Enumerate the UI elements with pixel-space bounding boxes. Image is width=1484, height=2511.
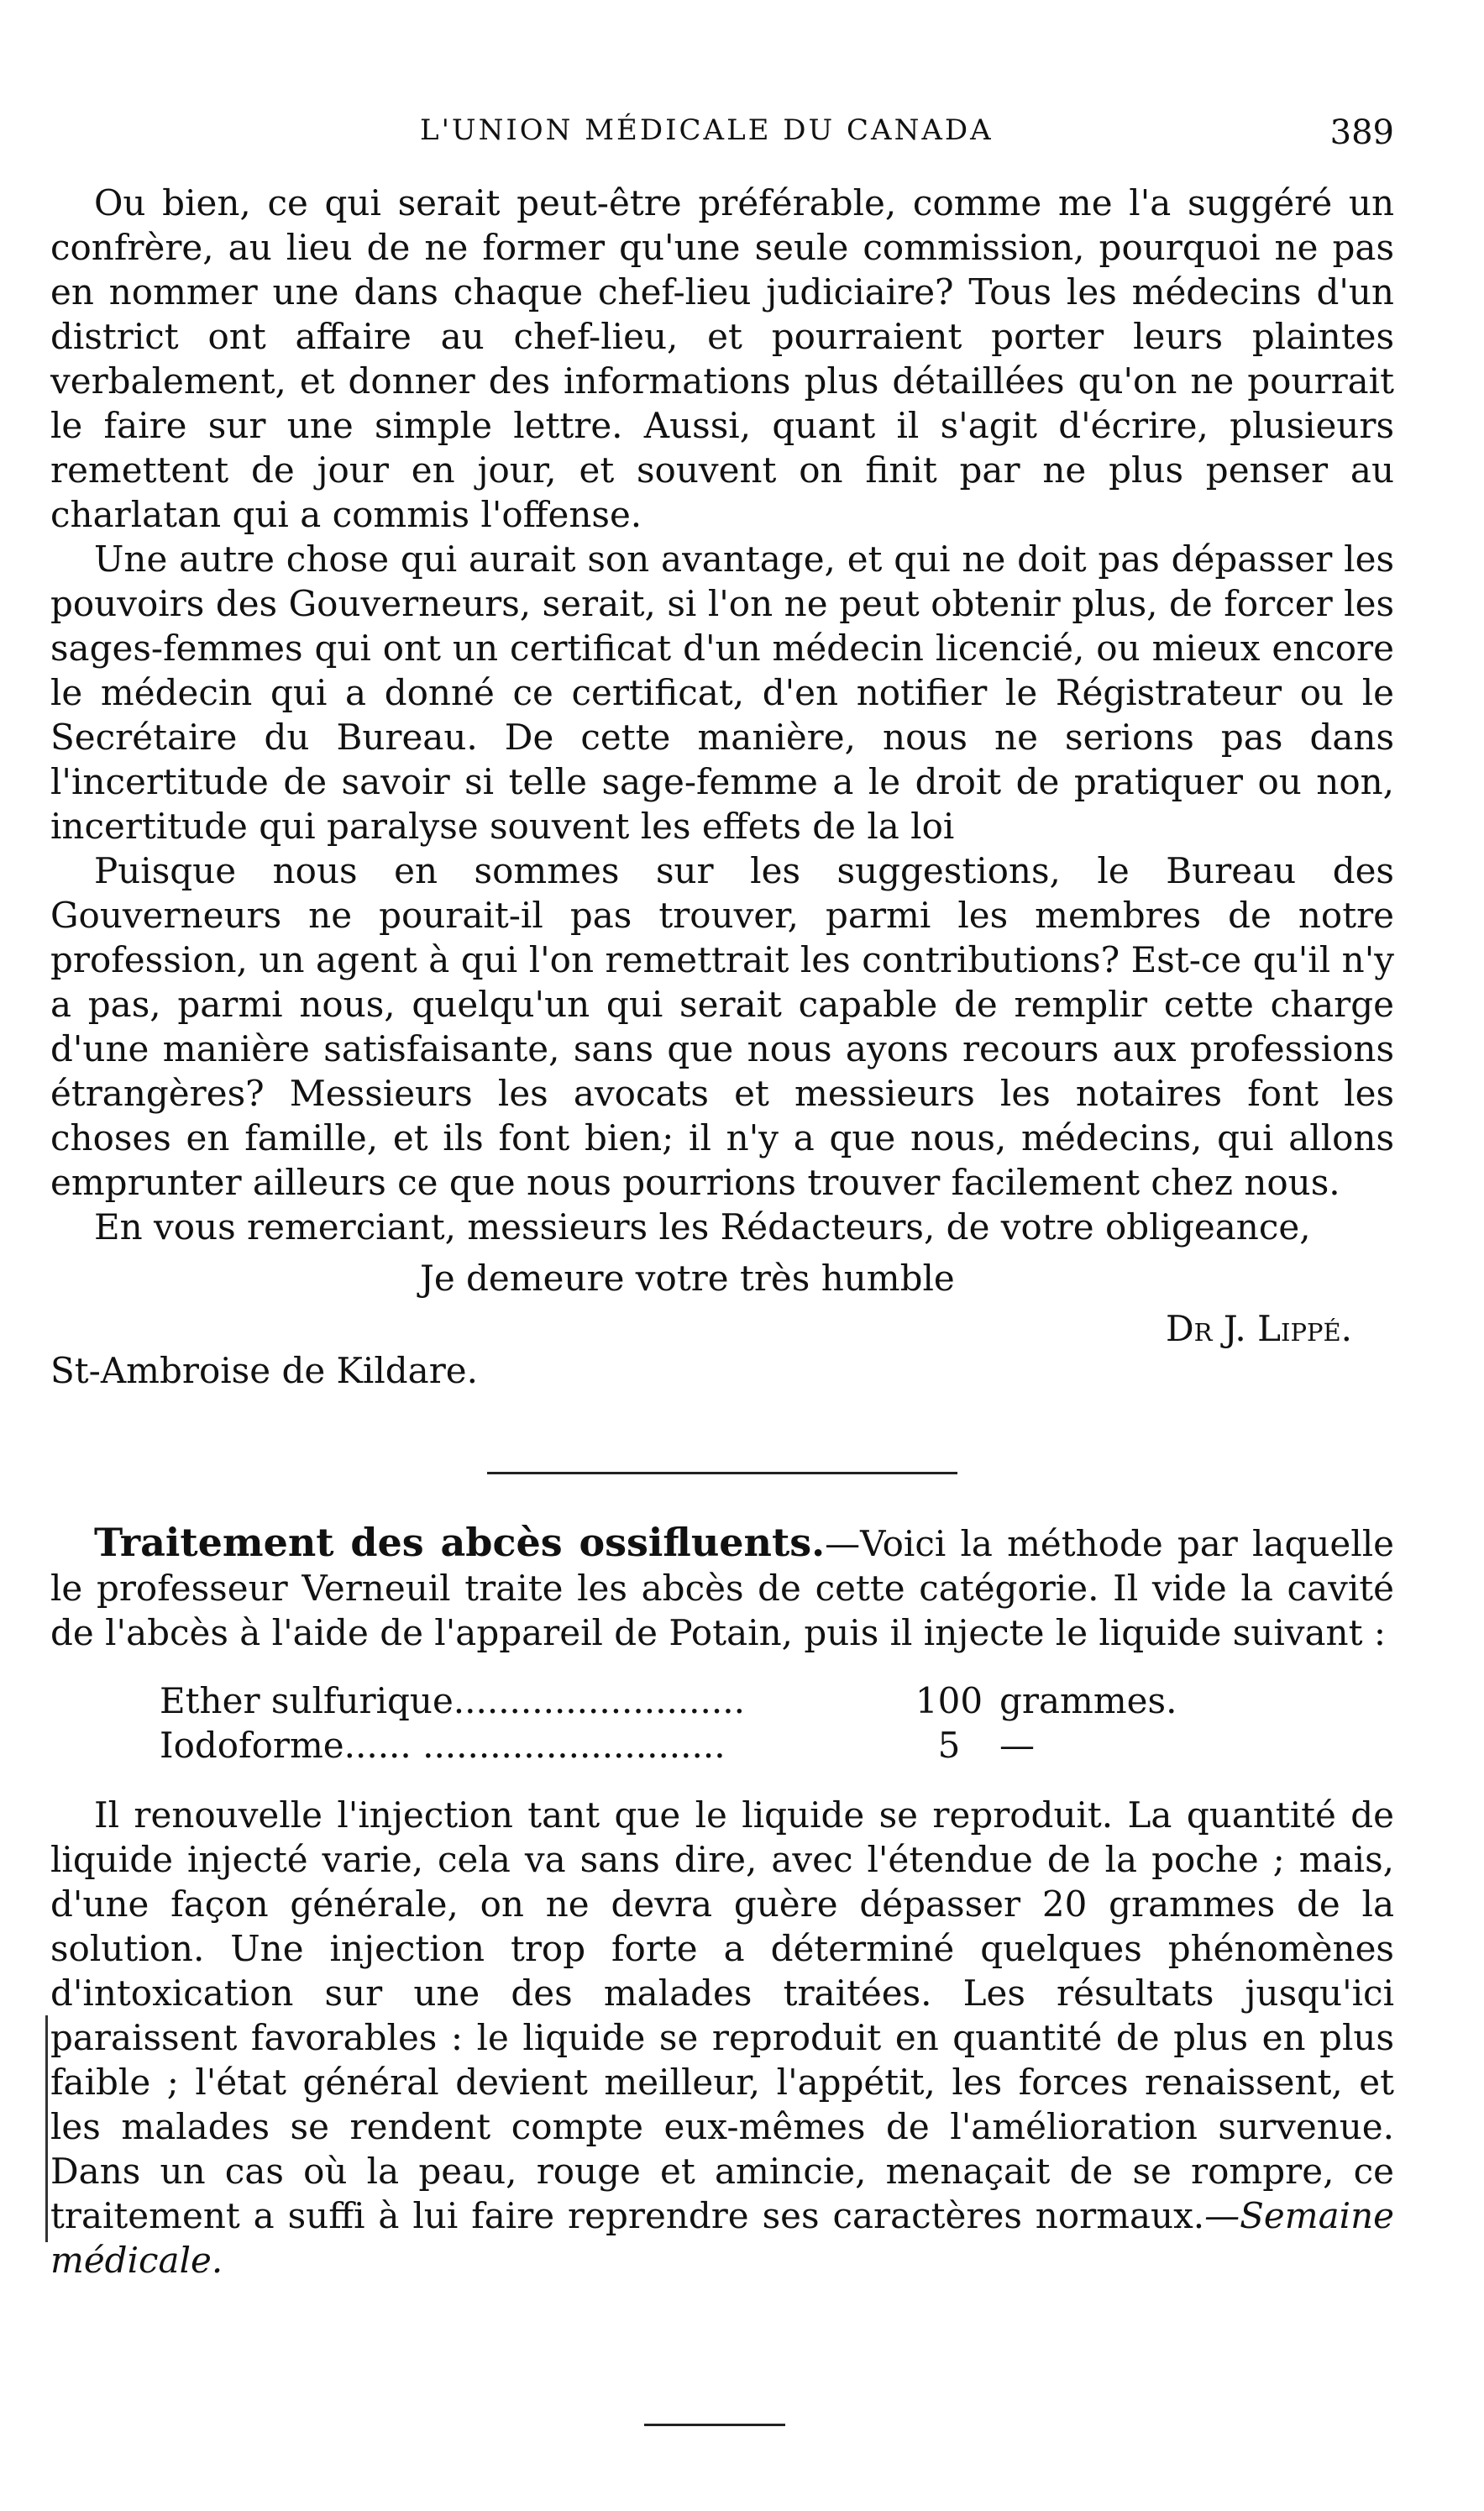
article-intro: —Voici la méthode par laquelle le professeur Verneuil traite les abcès de cette catégorie. Il vide la cavité de l'abcès à l'aide de l'appareil de Potain, puis il injecte le liquide suivant :: [50, 1523, 1394, 1653]
running-header: [50, 113, 1394, 155]
running-title: L'UNION MÉDICALE DU CANADA: [420, 113, 994, 147]
article-body-paragraph: [50, 1793, 1394, 2282]
section-divider: [487, 1472, 957, 1474]
article-title: Traitement des abcès ossifluents.: [94, 1520, 826, 1565]
article-body-wrap: [50, 1793, 1394, 2282]
end-rule: [644, 2424, 785, 2426]
salutation: Je demeure votre très humble: [420, 1258, 955, 1299]
recipe-quantity: 5: [937, 1725, 961, 1766]
letter-paragraph: Ou bien, ce qui serait peut-être préférable, comme me l'a suggéré un confrère, au lieu de ne former qu'une seule commission, pourquoi ne pas en nommer une dans chaque chef-lieu judiciaire? Tous les médecins d'un district ont affaire au chef-lieu, et pourraient porter leurs plaintes verbalement, et donner des informations plus détaillées qu'on ne pourrait le faire sur une simple lettre. Aussi, quant il s'agit d'écrire, plusieurs remettent de jour en jour, et souvent on finit par ne plus penser au charlatan qui a commis l'offense.: [50, 182, 1394, 535]
recipe-row: [160, 1678, 1394, 1723]
recipe-row: [160, 1723, 1394, 1768]
article-body: Il renouvelle l'injection tant que le liquide se reproduit. La quantité de liquide injecté varie, cela va sans dire, avec l'étendue de la poche ; mais, d'une façon générale, on ne devra guère dépasser 20 grammes de la solution. Une injection trop forte a déterminé quelques phénomènes d'intoxication sur une des malades traitées. Les résultats jusqu'ici paraissent favorables : le liquide se reproduit en quantité de plus en plus faible ; l'état général devient meilleur, l'appétit, les forces renaissent, et les malades se rendent compte eux-mêmes de l'amélioration survenue. Dans un cas où la peau, rouge et amincie, menaçait de se rompre, ce traitement a suffi à lui faire reprendre ses caractères normaux.: [50, 1794, 1394, 2236]
recipe-ingredient: Ether sulfurique..........................: [160, 1680, 745, 1721]
article-intro-paragraph: [50, 1521, 1394, 1655]
letter-author: Dr J. Lippé.: [1165, 1308, 1352, 1349]
recipe-quantity: 100: [915, 1680, 983, 1721]
letter-paragraph: En vous remerciant, messieurs les Rédacteurs, de votre obligeance,: [94, 1206, 1311, 1248]
margin-bar: [45, 2015, 48, 2242]
article: [50, 1521, 1394, 2282]
recipe-ingredient: Iodoforme...... ...........................: [160, 1725, 726, 1766]
recipe-unit: —: [999, 1725, 1035, 1766]
letter-paragraph: Une autre chose qui aurait son avantage, et qui ne doit pas dépasser les pouvoirs des Gouverneurs, serait, si l'on ne peut obtenir plus, de forcer les sages-femmes qui ont un certificat d'un médecin licencié, ou mieux encore le médecin qui a donné ce certificat, d'en notifier le Régistrateur ou le Secrétaire du Bureau. De cette manière, nous ne serions pas dans l'incertitude de savoir si telle sage-femme a le droit de pratiquer ou non, incertitude qui paralyse souvent les effets de la loi: [50, 538, 1394, 847]
page-body: [50, 181, 1394, 2282]
letter-closing: [50, 1249, 1394, 1409]
page-number: 389: [1329, 113, 1394, 152]
letter-paragraph: Puisque nous en sommes sur les suggestions, le Bureau des Gouverneurs ne pourait-il pas trouver, parmi les membres de notre profession, un agent à qui l'on remettrait les contributions? Est-ce qu'il n'y a pas, parmi nous, quelqu'un qui serait capable de remplir cette charge d'une manière satisfaisante, sans que nous ayons recours aux professions étrangères? Messieurs les avocats et messieurs les notaires font les choses en famille, et ils font bien; il n'y a que nous, médecins, qui allons emprunter ailleurs ce que nous pourrions trouver facilement chez nous.: [50, 850, 1394, 1203]
recipe-table: [160, 1678, 1394, 1768]
letter-place: St-Ambroise de Kildare.: [50, 1350, 478, 1391]
journal-page: [50, 0, 1394, 2511]
article-source: —Semaine médicale.: [50, 2195, 1394, 2281]
letter: [50, 181, 1394, 1409]
recipe-unit: grammes.: [999, 1680, 1177, 1721]
